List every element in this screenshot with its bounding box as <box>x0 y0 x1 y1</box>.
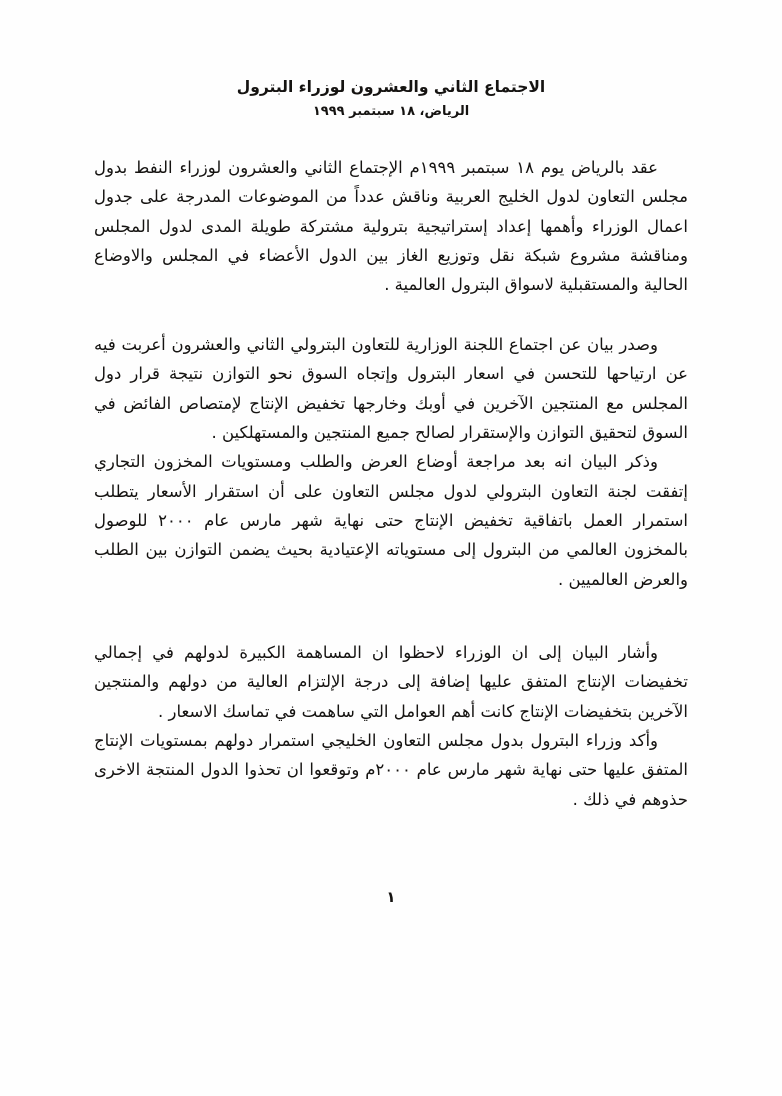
paragraph-ministers-note: وأشار البيان إلى ان الوزراء لاحظوا ان المساهمة الكبيرة لدولهم في إجمالي تخفيضات الإنتاج المتفق عليها إضافة إلى درجة الإلتزام العالية من دولهم والمنتجين الآخرين بتخفيضات الإنتاج كانت أهم العوامل التي ساهمت في تماسك الاسعار . <box>94 643 688 721</box>
paragraph-review: وذكر البيان انه بعد مراجعة أوضاع العرض والطلب ومستويات المخزون التجاري إتفقت لجنة التعاون البترولي لدول مجلس التعاون على أن استقرار الأسعار يتطلب استمرار العمل باتفاقية تخفيض الإنتاج حتى نهاية شهر مارس عام ٢٠٠٠ للوصول بالمخزون العالمي من البترول إلى مستوياته الإعتيادية بحيث يضمن التوازن بين الطلب والعرض العالميين . <box>94 452 688 589</box>
document-header <box>94 78 688 119</box>
document-body <box>94 153 688 814</box>
doc-date-line: الرياض، ١٨ سبتمبر ١٩٩٩ <box>312 104 470 119</box>
paragraph-confirmation: وأكد وزراء البترول بدول مجلس التعاون الخليجي استمرار دولهم بمستويات الإنتاج المتفق عليها حتى نهاية شهر مارس عام ٢٠٠٠م وتوقعوا ان تحذوا الدول المنتجة الاخرى حذوهم في ذلك . <box>94 731 688 809</box>
document-footer <box>0 888 782 906</box>
page-number: ١ <box>386 888 396 906</box>
doc-title: الاجتماع الثاني والعشرون لوزراء البترول <box>236 78 546 96</box>
paragraph-opening: عقد بالرياض يوم ١٨ سبتمبر ١٩٩٩م الإجتماع الثاني والعشرون لوزراء النفط بدول مجلس التعاون لدول الخليج العربية وناقش عدداً من الموضوعات المدرجة على جدول اعمال الوزراء وأهمها إعداد إستراتيجية بترولية مشتركة طويلة المدى لدول المجلس ومناقشة مشروع شبكة نقل وتوزيع الغاز بين الدول الأعضاء في المجلس والاوضاع الحالية والمستقبلية لاسواق البترول العالمية . <box>94 158 688 295</box>
paragraph-statement: وصدر بيان عن اجتماع اللجنة الوزارية للتعاون البترولي الثاني والعشرون أعربت فيه عن ارتياحها للتحسن في اسعار البترول وإتجاه السوق نحو التوازن نتيجة قرار دول المجلس مع المنتجين الآخرين في أوبك وخارجها تخفيض الإنتاج لإمتصاص الفائض في السوق لتحقيق التوازن والإستقرار لصالح جميع المنتجين والمستهلكين . <box>94 334 688 442</box>
